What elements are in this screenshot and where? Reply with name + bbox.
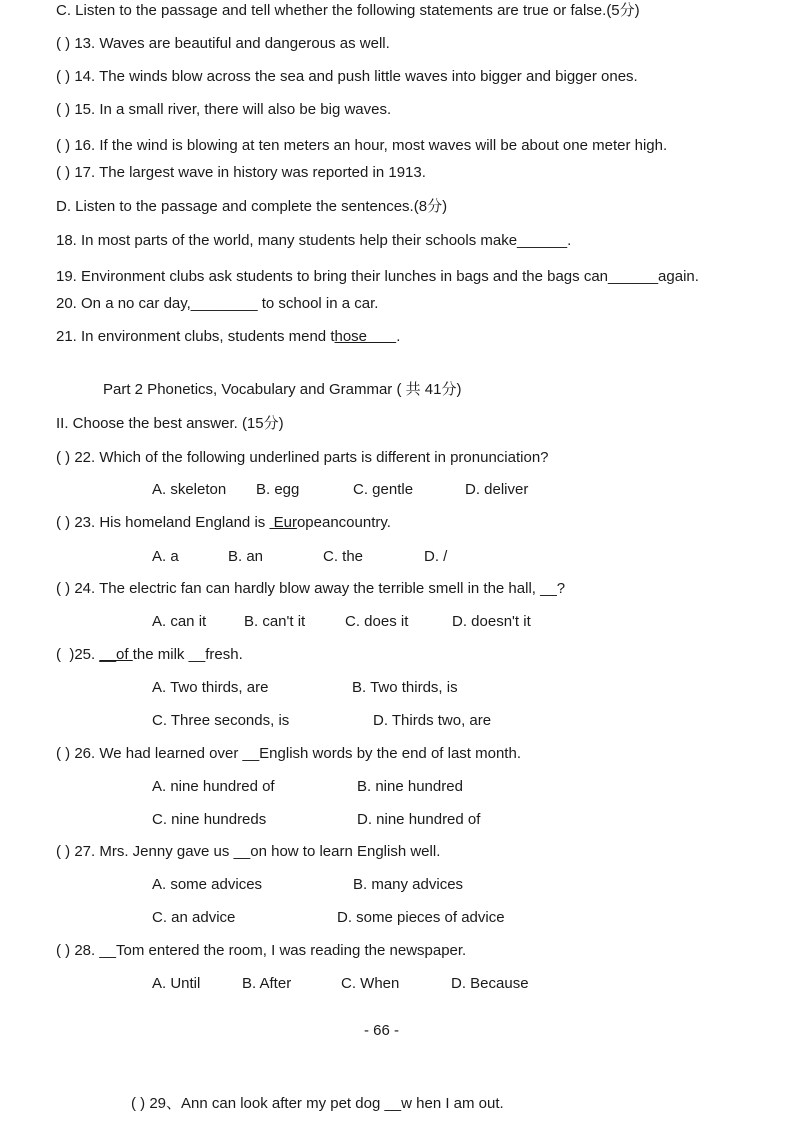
q23-option-b: B. an bbox=[228, 548, 264, 565]
q27-option-a: A. some advices bbox=[152, 876, 263, 893]
q28-option-c: C. When bbox=[341, 975, 400, 992]
q22-option-d: D. deliver bbox=[465, 481, 529, 498]
part-2-title: Part 2 Phonetics, Vocabulary and Grammar ( 共 41分) bbox=[103, 381, 462, 398]
q22-option-b: B. egg bbox=[256, 481, 300, 498]
question-23-prefix: ( ) 23. His homeland England is bbox=[56, 514, 270, 531]
q24-option-c: C. does it bbox=[345, 613, 409, 630]
question-20: 20. On a no car day,________ to school in a car. bbox=[56, 295, 379, 312]
question-25-underlined: __of bbox=[99, 646, 133, 663]
q22-option-c: C. gentle bbox=[353, 481, 414, 498]
question-21-prefix: 21. In environment clubs, students mend t bbox=[56, 328, 335, 345]
q25-option-b: B. Two thirds, is bbox=[352, 679, 458, 696]
question-24: ( ) 24. The electric fan can hardly blow away the terrible smell in the hall, __? bbox=[56, 580, 566, 597]
question-23-suffix: opeancountry. bbox=[296, 514, 391, 531]
q28-option-b: B. After bbox=[242, 975, 292, 992]
q24-option-b: B. can't it bbox=[244, 613, 306, 630]
question-28: ( ) 28. __Tom entered the room, I was reading the newspaper. bbox=[56, 942, 467, 959]
q23-option-c: C. the bbox=[323, 548, 364, 565]
page-number: - 66 - bbox=[364, 1022, 400, 1039]
question-27: ( ) 27. Mrs. Jenny gave us __on how to learn English well. bbox=[56, 843, 441, 860]
q26-option-a: A. nine hundred of bbox=[152, 778, 275, 795]
question-19: 19. Environment clubs ask students to bring their lunches in bags and the bags can______again. bbox=[56, 268, 699, 285]
q26-option-b: B. nine hundred bbox=[357, 778, 463, 795]
question-21-suffix: . bbox=[396, 328, 401, 345]
question-18: 18. In most parts of the world, many students help their schools make______. bbox=[56, 232, 572, 249]
question-13: ( ) 13. Waves are beautiful and dangerous as well. bbox=[56, 35, 390, 52]
q26-option-c: C. nine hundreds bbox=[152, 811, 267, 828]
q23-option-a: A. a bbox=[152, 548, 179, 565]
question-25-suffix: the milk __fresh. bbox=[132, 646, 243, 663]
section-d-heading: D. Listen to the passage and complete the sentences.(8分) bbox=[56, 198, 448, 215]
q27-option-b: B. many advices bbox=[353, 876, 464, 893]
question-26: ( ) 26. We had learned over __English words by the end of last month. bbox=[56, 745, 521, 762]
question-21 bbox=[56, 328, 400, 346]
q28-option-a: A. Until bbox=[152, 975, 201, 992]
q25-option-d: D. Thirds two, are bbox=[373, 712, 492, 729]
section-ii-heading: II. Choose the best answer. (15分) bbox=[56, 415, 284, 432]
question-29: ( ) 29、Ann can look after my pet dog __w hen I am out. bbox=[131, 1095, 504, 1112]
section-c-heading: C. Listen to the passage and tell whether the following statements are true or false.(5分) bbox=[56, 2, 640, 19]
q22-option-a: A. skeleton bbox=[152, 481, 227, 498]
question-21-underlined: hose bbox=[334, 328, 397, 345]
q25-option-c: C. Three seconds, is bbox=[152, 712, 290, 729]
question-23 bbox=[56, 514, 391, 532]
q24-option-a: A. can it bbox=[152, 613, 207, 630]
q27-option-d: D. some pieces of advice bbox=[337, 909, 505, 926]
question-14: ( ) 14. The winds blow across the sea and push little waves into bigger and bigger ones. bbox=[56, 68, 638, 85]
question-25-prefix: ( )25. bbox=[56, 646, 100, 663]
question-25 bbox=[56, 646, 243, 664]
question-23-underlined: Eur bbox=[269, 514, 297, 531]
q28-option-d: D. Because bbox=[451, 975, 529, 992]
question-17: ( ) 17. The largest wave in history was reported in 1913. bbox=[56, 164, 426, 181]
q26-option-d: D. nine hundred of bbox=[357, 811, 481, 828]
q23-option-d: D. / bbox=[424, 548, 448, 565]
question-15: ( ) 15. In a small river, there will also be big waves. bbox=[56, 101, 392, 118]
q27-option-c: C. an advice bbox=[152, 909, 236, 926]
question-16: ( ) 16. If the wind is blowing at ten meters an hour, most waves will be about one meter high. bbox=[56, 137, 668, 154]
q24-option-d: D. doesn't it bbox=[452, 613, 531, 630]
question-22: ( ) 22. Which of the following underlined parts is different in pronunciation? bbox=[56, 449, 549, 466]
q25-option-a: A. Two thirds, are bbox=[152, 679, 269, 696]
